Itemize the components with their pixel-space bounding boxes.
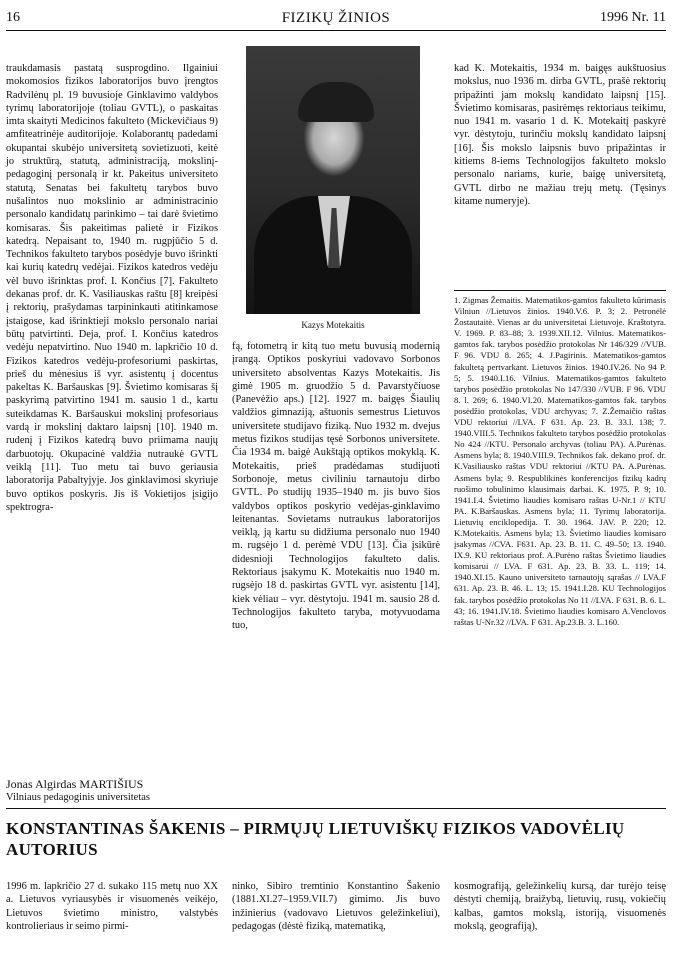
body-text: fą, fotometrą ir kitą tuo metu buvusią modernią įrangą. Optikos poskyriui vadovavo Sorbonos universiteto absolventas Kazys Motekaitis. Jis gimė 1905 m. gruodžio 5 d. Pavarstyčiuose (Panevėžio aps.) [12]. 1927 m. baigęs Šiaulių valdžios gimnaziją, aštuonis semestrus Lietuvos universitete studijavo fiziką. Nuo 1932 m. dvejus metus fizikos studijas tęsė Sorbonos universitete. Čia 1934 m. baigė Aukštąją optikos mokyklą. K. Motekaitis, prieš pradėdamas studijuoti Sorbonoje, metus civiliniu tarnautoju dirbo GVTL. Po studijų 1935–1940 m. jis buvo šios valdybos optikos poskyrio vedėjas-ginklavimo leitenantas. Sovietams nutraukus laboratorijos veiklą, ją kartu su didžiuma personalo nuo 1940 m. rugsėjo 1 d. perėmė VDU [13]. Čia įsikūrė didesnioji Technologijos fakulteto dalis. Rektoriaus įsakymu K. Motekaitis nuo 1940 m. rugsėjo 18 d. paskirtas GVTL vyr. asistentu [14], kiek vėliau – vyr. dėstytoju. 1941 m. sausio 28 d. Technologijos fakulteto taryba, motyvuodama tuo, xyxy=(232,341,440,632)
article2-column-2: ninko, Sibiro tremtinio Konstantino Šakenio (1881.XI.27–1959.VII.7) gimimo. Jis buvo inžinierius (vadovavo Lietuvos geležinkeliui), pedagogas (dėstė fiziką, matematiką, xyxy=(232,881,440,932)
article2-column-1: 1996 m. lapkričio 27 d. sukako 115 metų nuo XX a. Lietuvos vyriausybės ir visuomenės veikėjo, Lietuvos švietimo ministro, valstybės kontrolieriaus ir seimo pirmi- xyxy=(6,881,218,932)
page-header xyxy=(6,8,666,31)
portrait-photo xyxy=(246,46,420,314)
journal-title: FIZIKŲ ŽINIOS xyxy=(281,10,391,26)
article1-column-1 xyxy=(6,62,218,514)
author-block xyxy=(6,777,226,805)
footnote-text: 1. Zigmas Žemaitis. Matematikos-gamtos fakulteto kūrimasis Vilniun //Lietuvos žinios. 1940.V.6. P. 3; 2. Petronėlė Žostautaitė. Vienas ar du universitetai Lietuvoje. Kraštotyra. V. 1969. P. 83–88; 3. 1939.XII.12. Vilnius. Matematikos-gamtos fak. tarybos posėdžio protokolas Nr 146/329 //VUB. F 96. VDU 8. 265; 4. J.Pagirinis. Matematikos-gamtos fakultetą pertvarkant. Lietuvos žinios. 1940.IV.26. No 94 P. 5; 5. 1940.I.16. Vilnius. Matematikos-gamtos fakulteto tarybos posėdžio protokolas No 147/330 //VUB. F 96. VDU 8. l. 269; 6. 1940.VI.20. Matematikos-gamtos fak. tarybos posėdžio protokolas, VDU archyvas; 7. Z.Žemaičio raštas VDU rektoriui //LVA. F 631. Ap. 23. B. 33.l. 138; 7. 1940.VIII.5. Technikos fakulteto tarybos posėdžio protokolas No 424 //KTU. Personalo archyvas (toliau PA). A.Purėnas. Asmens byla; 8. 1940.VIII.9. Technikos fak. dekano prof. dr. K.Vasiliausko raštas VDU rektoriui //KTU PA. A.Purėnas. Asmens byla; 9. Respublikinės konferencijos fizikų kadrų ruošimo tobulinimo klausimais darbai. K. 1975. P. 9; 10. 1941.I.4. Švietimo liaudies komisaro raštas U-Nr.1 // KTU PA. K.Baršauskas. Asmens byla; 11. Tyrimų laboratorija. Lietuvių enciklopedija. T. 30. 1964. JAV. P. 220; 12. K.Motekaitis. Asmens byla; 13. Švietimo liaudies komisaro įsakymas //CVA. F631. Ap. 23. B. 11. C. 49–50; 13. 1940. IX.9. KU rektoriaus prof. A.Purėno raštas Švietimo liaudies komisarui // LVA. F 631. Ap. 23. B. 33. L. 119; 14. 1940.XI.15. Kauno universiteto tarnautojų sąrašas // LVA.F 631. Ap. 23. B. 46. L. 13; 15. 1941.I.28. KU Technologijos fak. tarybos posėdžio protokolas No 11 //LVA. F 631. B. 6. L. 43; 16. 1941.IV.18. Švietimo liaudies komisaro A.Venclovos raštas U-Nr.32 //LVA. F 631. Ap.23.B. 3. L.160. xyxy=(454,295,666,627)
body-text: traukdamasis pastatą susprogdino. Ilgainiui mokomosios fizikos laboratorijos buvo įrengtos Radvilėnų pl. 19 buvusioje Ginklavimo valdybos tyrimų laboratorijoje (toliau GVTL), o paskaitas imta skaityti Medicinos fakulteto (Mickevičiaus 9) amfiteatrinėje auditorijoje. Kolaborantų padedami okupantai skubėjo universitetą sovietizuoti, keitė jo struktūrą, statutą, administraciją, mokslinį-pedagoginį personalą ir kt. Pakeitus universiteto statutą, Senatas bei fakultetų tarybos buvo nušalintos nuo mokslinio ar administracinio personalo kandidatų parinkimo – tai darė švietimo komisaras. Šis pakeitimas palietė ir Fizikos katedrą. Nepaisant to, 1940 m. rugpjūčio 5 d. Technikos fakulteto tarybos posėdyje buvo išrinkti kai kurių katedrų vedėjai. Fizikos katedros vedėju vėl buvo išrinktas prof. I. Končius [7]. Fakulteto dekanas prof. dr. K. Vasiliauskas raštu [8] kreipėsi į rektorių, prašydamas tarpininkauti atitinkamose įstaigose, kad išrinktieji mokslo personalo nariai būtų patvirtinti. Deja, prof. I. Končius katedros vedėju nepatvirtino. Nuo 1940 m. lapkričio 10 d. Fizikos katedros vedėju-profesoriumi paskirtas, prieš du mėnesius iš vyr. asistentų į docentus pakeltas K. Baršauskas [9]. Švietimo komisaras šį paskyrimą patvirtino 1941 m. sausio 1 d., kartu suteikdamas K. Baršauskui mokslinį profesoriaus vardą ir mokslinį daktaro laipsnį [10]. 1940 m. rudenį į Fizikos katedrą buvo priimama naujų darbuotojų. Okupacinė valdžia nutraukė GVTL veiklą [11]. Tuo metu tai buvo geriausia laboratorija Pabaltyjyje. Jos ginklavimosi skyriuje buvo optikos poskyris. Jis iš Vokietijos įsigijo spektrogra- xyxy=(6,63,218,513)
article-divider xyxy=(6,808,666,809)
footnotes xyxy=(454,290,666,628)
author-affiliation: Vilniaus pedagoginis universitetas xyxy=(6,792,151,803)
photo-caption: Kazys Motekaitis xyxy=(301,320,365,330)
article-title: KONSTANTINAS ŠAKENIS – PIRMŲJŲ LIETUVIŠKŲ FIZIKOS VADOVĖLIŲ AUTORIUS xyxy=(6,819,625,859)
author-name: Jonas Algirdas MARTIŠIUS xyxy=(6,777,144,791)
article2-column-3: kosmografiją, geležinkelių kursą, dar turėjo teisę dėstyti chemiją, braižybą, lietuvių, rusų, vokiečių kalbas, gamtos mokslą, istoriją, visuomenės mokslą, geografiją), xyxy=(454,881,666,932)
article1-column-2 xyxy=(232,340,440,633)
page-number: 16 xyxy=(6,10,20,25)
article1-column-3 xyxy=(454,62,666,208)
body-text: kad K. Motekaitis, 1934 m. baigęs aukštuosius mokslus, nuo 1936 m. dirba GVTL, prašė rektorių pripažinti jam mokslų kandidato laipsnį [15]. Švietimo komisaras, pasirėmęs rektoriaus teikimu, nuo 1941 m. vasario 1 d. K. Motekaitį paskyrė vyr. dėstytoju, turinčiu mokslų kandidato laipsnį [16]. Šis mokslo laipsnis buvo pripažintas ir kitiems 8-iems Technologijos fakulteto mokslo personalo nariams, kurie, baigę universitetą, GVTL dirbo ne mažiau trejų metų. (Tęsinys kitame numeryje). xyxy=(454,63,666,207)
issue-number: 1996 Nr. 11 xyxy=(600,10,666,25)
footnote-rule xyxy=(454,290,666,291)
